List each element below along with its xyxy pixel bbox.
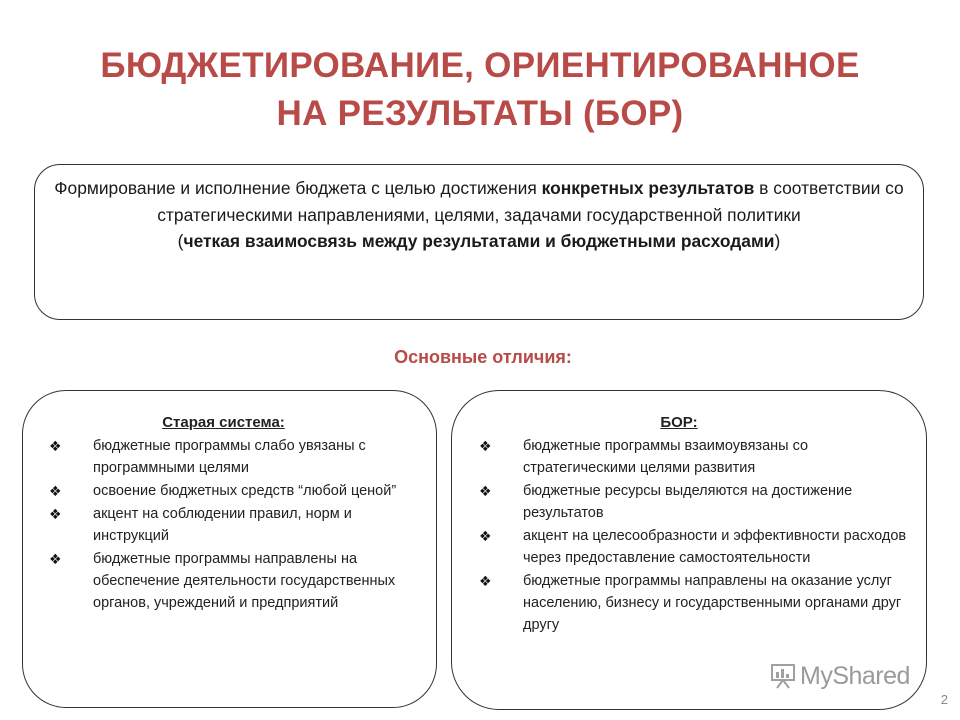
- list-item: [479, 480, 921, 524]
- bor-system-heading: БОР:: [660, 414, 698, 431]
- definition-part-2: в соответствии со стратегическими направлениями, целями, задачами государственной политики: [157, 178, 904, 225]
- list-item: [479, 525, 921, 569]
- list-item: [49, 503, 429, 547]
- differences-subtitle: Основные отличия:: [394, 347, 572, 367]
- list-item-text: освоение бюджетных средств “любой ценой”: [93, 483, 397, 499]
- list-item: [479, 435, 921, 479]
- list-item-text: бюджетные программы взаимоувязаны со стратегическими целями развития: [523, 438, 809, 476]
- definition-bold-2: четкая взаимосвязь между результатами и бюджетными расходами: [183, 231, 775, 251]
- diamond-bullet-icon: ❖: [479, 483, 492, 499]
- diamond-bullet-icon: ❖: [479, 528, 492, 544]
- list-item: [49, 435, 429, 479]
- list-item-text: акцент на соблюдении правил, норм и инструкций: [93, 506, 352, 544]
- bor-system-list: [479, 435, 921, 637]
- diamond-bullet-icon: ❖: [479, 573, 492, 589]
- old-system-box: [22, 390, 437, 708]
- list-item-text: бюджетные программы слабо увязаны с программными целями: [93, 438, 366, 476]
- presentation-board-icon: [770, 663, 796, 689]
- slide-title: [0, 42, 960, 138]
- old-system-list: [49, 435, 429, 615]
- watermark: [770, 658, 940, 694]
- list-item-text: бюджетные программы направлены на обеспечение деятельности государственных органов, учреждений и предприятий: [93, 551, 396, 611]
- definition-bold-1: конкретных результатов: [541, 178, 755, 198]
- diamond-bullet-icon: ❖: [49, 438, 62, 454]
- definition-text: [49, 175, 909, 228]
- paren-open: (: [177, 231, 184, 251]
- title-line-1: БЮДЖЕТИРОВАНИЕ, ОРИЕНТИРОВАННОЕ: [100, 46, 860, 85]
- list-item: [479, 570, 921, 636]
- list-item-text: бюджетные ресурсы выделяются на достижение результатов: [523, 483, 853, 521]
- page-number: 2: [940, 692, 948, 707]
- diamond-bullet-icon: ❖: [479, 438, 492, 454]
- old-system-heading: Старая система:: [162, 414, 285, 431]
- diamond-bullet-icon: ❖: [49, 483, 62, 499]
- list-item: [49, 548, 429, 614]
- definition-note: [49, 228, 909, 255]
- paren-close: ): [774, 231, 781, 251]
- title-line-2: НА РЕЗУЛЬТАТЫ (БОР): [276, 94, 684, 133]
- list-item-text: бюджетные программы направлены на оказание услуг населению, бизнесу и государственными органами друг другу: [523, 573, 902, 633]
- definition-box: [34, 164, 924, 320]
- diamond-bullet-icon: ❖: [49, 506, 62, 522]
- diamond-bullet-icon: ❖: [49, 551, 62, 567]
- watermark-text: MyShared: [800, 661, 910, 690]
- list-item-text: акцент на целесообразности и эффективности расходов через предоставление самостоятельности: [523, 528, 907, 566]
- list-item: [49, 480, 429, 502]
- definition-part-1: Формирование и исполнение бюджета с целью достижения: [54, 178, 542, 198]
